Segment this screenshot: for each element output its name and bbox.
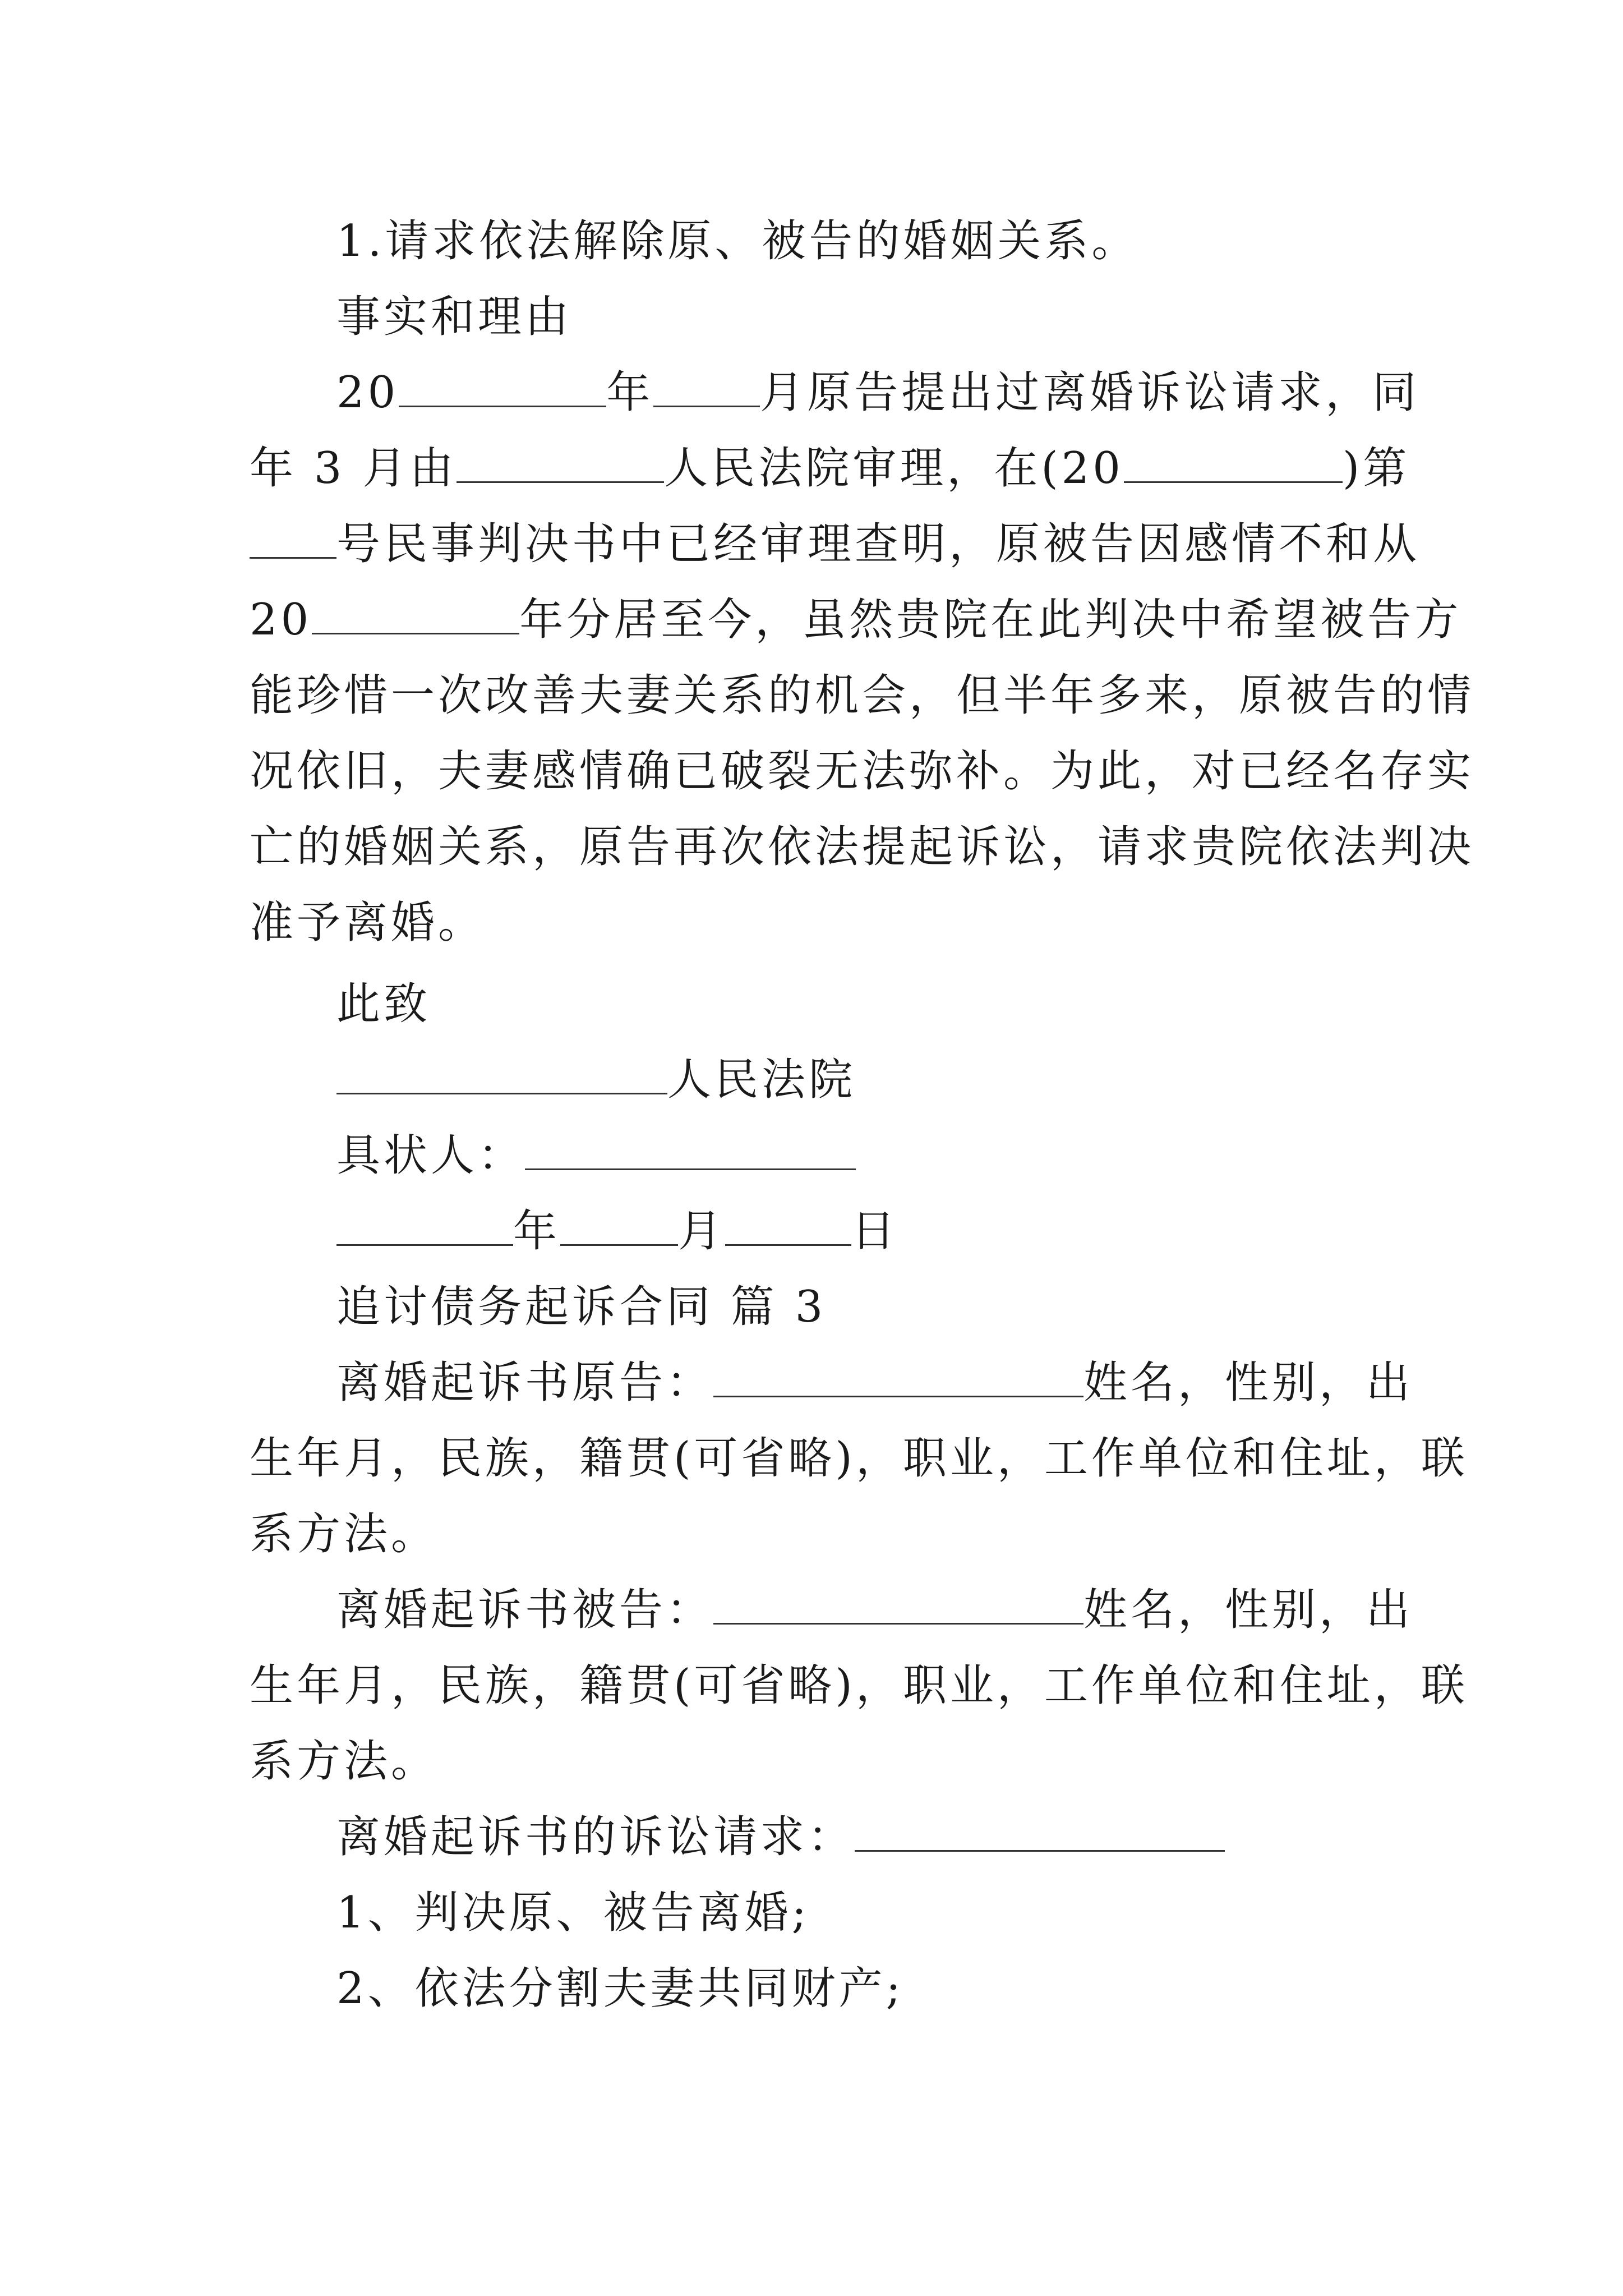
paragraph-facts-line-3 (0, 516, 1623, 572)
blank-field (336, 1057, 667, 1094)
court-name-line (0, 1052, 1623, 1108)
text: 离婚起诉书被告： (336, 1585, 714, 1635)
blank-field (1124, 445, 1343, 483)
blank-field (457, 445, 664, 483)
text: )第 (1342, 443, 1410, 494)
text: 20 (336, 367, 399, 418)
text: 日 (851, 1206, 899, 1257)
blank-field (399, 370, 606, 407)
blank-field (312, 597, 519, 634)
text: 离婚起诉书的诉讼请求： (336, 1812, 855, 1862)
blank-field (855, 1814, 1225, 1852)
defendant-line-2 (0, 1658, 1623, 1714)
heading-facts-reasons (0, 289, 1623, 345)
text: 系方法。 (250, 1736, 439, 1787)
paragraph-request-1 (0, 213, 1623, 269)
text: 生年月，民族，籍贯(可省略)，职业，工作单位和住址，联 (250, 1660, 1468, 1711)
blank-field (653, 370, 760, 407)
text: 1、判决原、被告离婚; (336, 1888, 810, 1938)
text: 月 (678, 1206, 726, 1257)
text: 号民事判决书中已经审理查明，原被告因感情不和从 (336, 519, 1421, 569)
text: 亡的婚姻关系，原告再次依法提起诉讼，请求贵院依法判决 (250, 822, 1475, 872)
paragraph-facts-line-2 (0, 440, 1623, 496)
text: 况依旧，夫妻感情确已破裂无法弥补。为此，对已经名存实 (250, 746, 1475, 797)
text: 月原告提出过离婚诉讼请求，同 (760, 367, 1420, 418)
text: 准予离婚。 (250, 898, 486, 948)
text: 系方法。 (250, 1509, 439, 1559)
paragraph-facts-line-1 (0, 365, 1623, 421)
plaintiff-line-1 (0, 1355, 1623, 1411)
section-heading (0, 1279, 1623, 1335)
text: 具状人： (336, 1130, 525, 1181)
blank-field (250, 521, 336, 559)
text: 1.请求依法解除原、被告的婚姻关系。 (336, 216, 1139, 266)
salutation (0, 976, 1623, 1032)
date-line (0, 1203, 1623, 1259)
text: 生年月，民族，籍贯(可省略)，职业，工作单位和住址，联 (250, 1433, 1468, 1484)
text: 能珍惜一次改善夫妻关系的机会，但半年多来，原被告的情 (250, 670, 1475, 721)
text: 事实和理由 (336, 292, 573, 342)
text: 20 (250, 595, 312, 645)
blank-field (713, 1587, 1083, 1625)
text: 离婚起诉书原告： (336, 1358, 714, 1408)
paragraph-facts-line-7 (0, 819, 1623, 875)
paragraph-facts-line-4 (0, 592, 1623, 648)
blank-field (336, 1208, 513, 1246)
blank-field (560, 1208, 678, 1246)
defendant-line-3 (0, 1733, 1623, 1789)
paragraph-facts-line-5 (0, 668, 1623, 724)
claims-heading (0, 1809, 1623, 1865)
plaintiff-line-2 (0, 1430, 1623, 1487)
signer-line (0, 1128, 1623, 1184)
text: 2、依法分割夫妻共同财产; (336, 1963, 904, 2014)
text: 追讨债务起诉合同 篇 3 (336, 1282, 827, 1332)
text: 人民法院审理，在(20 (664, 443, 1124, 494)
plaintiff-line-3 (0, 1506, 1623, 1562)
blank-field (713, 1360, 1083, 1397)
text: 人民法院 (667, 1055, 856, 1105)
blank-field (525, 1133, 856, 1170)
text: 姓名，性别，出 (1083, 1358, 1414, 1408)
text: 年 3 月由 (250, 443, 457, 494)
text: 姓名，性别，出 (1083, 1585, 1414, 1635)
claim-item-1 (0, 1885, 1623, 1941)
claim-item-2 (0, 1961, 1623, 2017)
text: 年 (513, 1206, 561, 1257)
text: 年 (606, 367, 654, 418)
paragraph-facts-line-8 (0, 895, 1623, 951)
text: 年分居至今，虽然贵院在此判决中希望被告方 (519, 595, 1462, 645)
defendant-line-1 (0, 1582, 1623, 1638)
blank-field (725, 1208, 851, 1246)
paragraph-facts-line-6 (0, 743, 1623, 799)
text: 此致 (336, 979, 431, 1029)
